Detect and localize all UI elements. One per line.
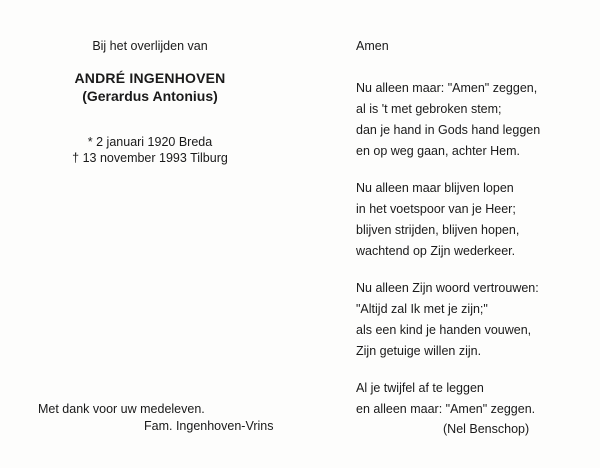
poem-line: als een kind je handen vouwen,	[356, 323, 532, 337]
poem-line: Al je twijfel af te leggen	[356, 381, 484, 395]
poem-line: Nu alleen maar: "Amen" zeggen,	[356, 81, 538, 95]
poem-line: en op weg gaan, achter Hem.	[356, 144, 520, 158]
poem-line: al is 't met gebroken stem;	[356, 102, 502, 116]
family-signature: Fam. Ingenhoven-Vrins	[144, 419, 274, 433]
poem-line: Nu alleen maar blijven lopen	[356, 181, 514, 195]
poem-line: blijven strijden, blijven hopen,	[356, 223, 520, 237]
poem-line: wachtend op Zijn wederkeer.	[356, 244, 516, 258]
right-panel	[300, 0, 600, 468]
birth-date: * 2 januari 1920 Breda	[87, 135, 213, 149]
poem-line: en alleen maar: "Amen" zeggen.	[356, 402, 536, 416]
poem-author: (Nel Benschop)	[443, 422, 530, 436]
poem-line: "Altijd zal Ik met je zijn;"	[356, 302, 488, 316]
poem-line: Zijn getuige willen zijn.	[356, 344, 482, 358]
poem-line: in het voetspoor van je Heer;	[356, 202, 516, 216]
poem-line: Nu alleen Zijn woord vertrouwen:	[356, 281, 539, 295]
poem-title: Amen	[356, 39, 389, 53]
deceased-name: ANDRÉ INGENHOVEN	[74, 70, 226, 86]
death-date: † 13 november 1993 Tilburg	[72, 151, 228, 165]
given-names: (Gerardus Antonius)	[82, 88, 218, 104]
poem-line: dan je hand in Gods hand leggen	[356, 123, 541, 137]
thanks-text: Met dank voor uw medeleven.	[38, 402, 205, 416]
intro-text: Bij het overlijden van	[92, 39, 208, 53]
